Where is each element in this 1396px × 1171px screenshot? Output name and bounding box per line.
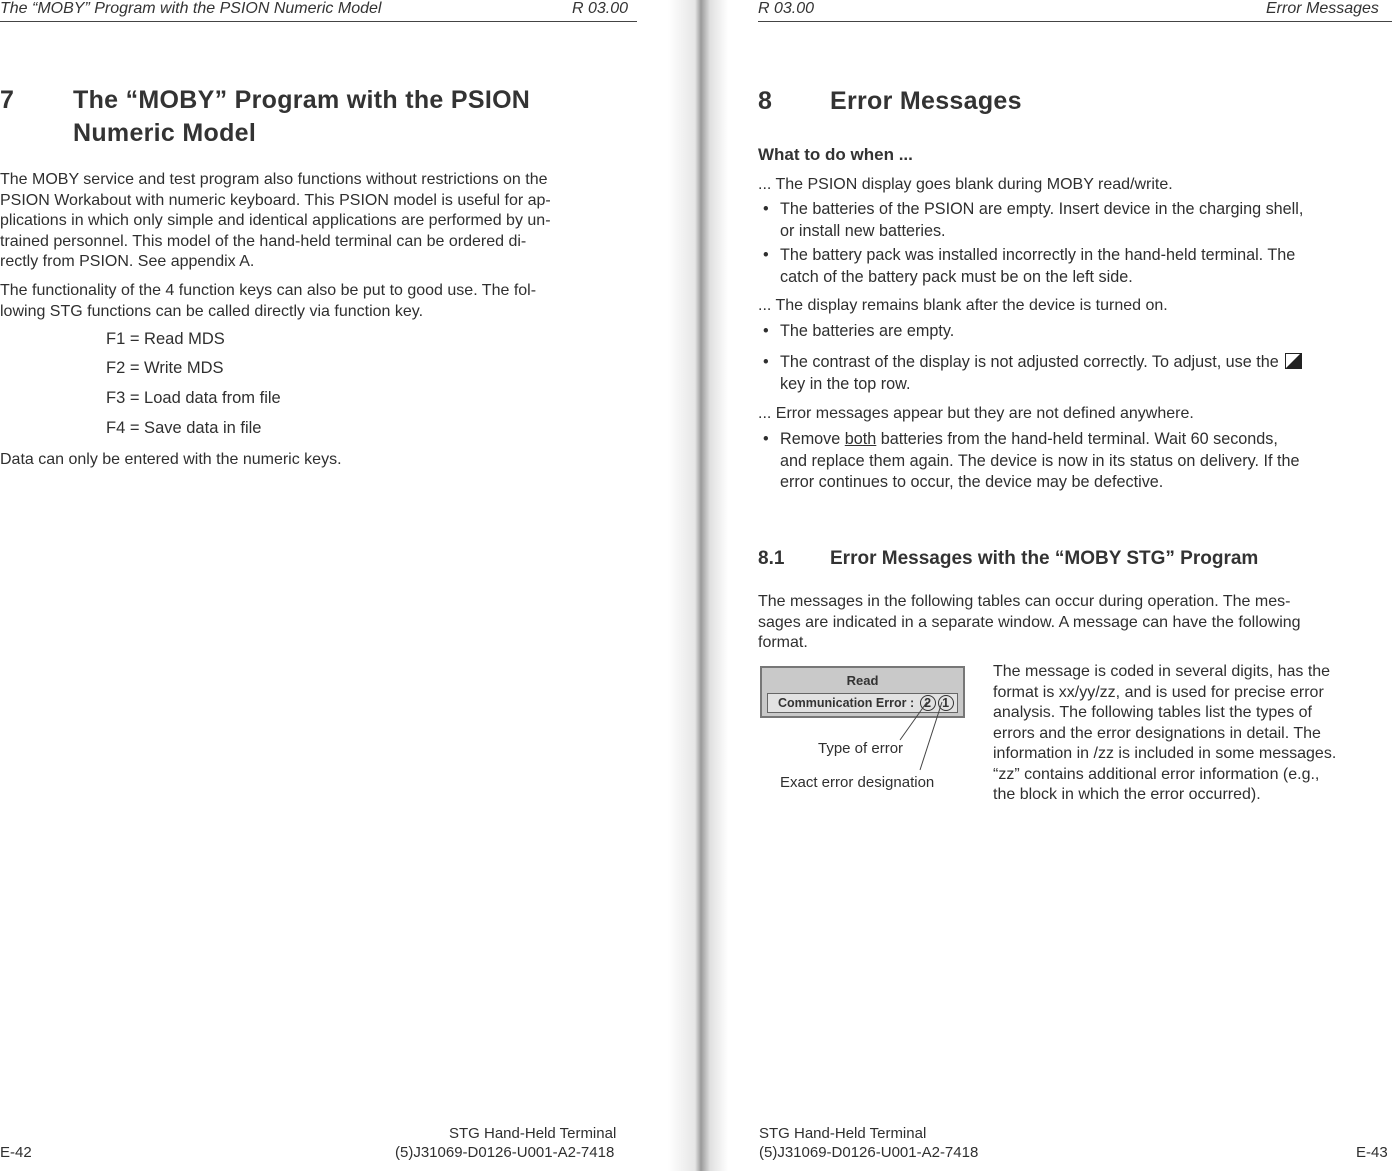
list-item [763,321,1380,343]
footer-document-id: (5)J31069-D0126-U001-A2-7418 [759,1144,979,1161]
emphasis-underlined: both [844,430,877,448]
dialog-title: Read [846,673,879,688]
text-line: format is xx/yy/zz, and is used for precise error [993,683,1324,701]
bullet-icon: • [763,246,769,264]
text-line: The MOBY service and test program also functions without restrictions on the [0,171,548,188]
numeric-keys-note: Data can only be entered with the numeric keys. [0,451,342,468]
text-line: trained personnel. This model of the hand-held terminal can be ordered di- [0,232,527,250]
section-number: 8.1 [758,548,785,569]
text-line: The battery pack was installed incorrectly in the hand-held terminal. The [780,246,1296,264]
page-number: E-42 [0,1144,32,1161]
case-1-text: ... The PSION display goes blank during MOBY read/write. [758,176,1173,193]
text-line: lowing STG functions can be called directly via function key. [0,302,424,320]
text-line: plications in which only simple and identical applications are performed by un- [0,212,551,229]
function-key-f3: F3 = Load data from file [106,389,281,407]
function-key-f4: F4 = Save data in file [106,419,262,437]
text-line: errors and the error designations in detail. The [993,724,1321,742]
text-line: “zz” contains additional error information (e.g., [993,765,1320,783]
footer-product: STG Hand-Held Terminal [759,1125,927,1142]
error-type-code: 2 [920,695,936,711]
left-page [0,0,690,1171]
text-line [780,352,1390,374]
text-line: The batteries of the PSION are empty. Insert device in the charging shell, [780,200,1304,218]
text-line: rectly from PSION. See appendix A. [0,253,255,270]
bullet-icon: • [763,200,769,218]
function-keys-paragraph [0,281,640,322]
footer-document-id: (5)J31069-D0126-U001-A2-7418 [395,1144,615,1161]
list-item [763,429,1390,494]
chapter-number: 8 [758,87,773,115]
text-line-segment: The contrast of the display is not adjusted correctly. To adjust, use the [780,353,1279,371]
text-line: format. [758,634,808,651]
text-line: error continues to occur, the device may be defective. [780,473,1164,491]
page-number: E-43 [1356,1144,1388,1161]
right-page [700,0,1396,1171]
dialog-message-text: Communication Error : [778,696,915,710]
bullet-icon: • [763,430,769,448]
running-header-revision: R 03.00 [572,0,629,17]
text-line: sages are indicated in a separate window. A message can have the following [758,613,1301,631]
running-header-revision: R 03.00 [758,0,815,17]
text-line: The message is coded in several digits, has the [993,663,1331,680]
list-item [763,352,1390,395]
chapter-number: 7 [0,86,15,114]
chapter-title-line-2: Numeric Model [73,119,257,147]
chapter-title: Error Messages [830,87,1022,115]
header-rule [0,21,637,22]
text-line [780,429,1390,451]
text-line-segment: Remove [780,430,845,448]
running-header-title: The “MOBY” Program with the PSION Numeric Model [0,0,382,17]
text-line: catch of the battery pack must be on the left side. [780,267,1133,286]
intro-paragraph [0,170,640,273]
message-format-description [993,662,1393,806]
text-line: and replace them again. The device is now in its status on delivery. If the [780,451,1300,470]
text-line: the block in which the error occurred). [993,786,1261,803]
text-line: PSION Workabout with numeric keyboard. This PSION model is useful for ap- [0,191,551,209]
header-rule [758,21,1392,22]
text-line: or install new batteries. [780,221,946,240]
text-line: The messages in the following tables can occur during operation. The mes- [758,593,1291,610]
text-line: The functionality of the 4 function keys can also be put to good use. The fol- [0,282,537,299]
bullet-icon: • [763,322,769,340]
text-line: information in /zz is included in some messages. [993,745,1337,762]
caption-type-of-error: Type of error [818,740,904,757]
section-paragraph [758,592,1388,654]
caption-exact-error-designation: Exact error designation [780,774,935,791]
text-line: analysis. The following tables list the types of [993,704,1312,721]
function-key-f2: F2 = Write MDS [106,359,224,377]
contrast-key-icon [1285,353,1302,369]
subheading: What to do when ... [758,145,913,164]
text-line: key in the top row. [780,374,911,393]
text-line: The batteries are empty. [780,322,955,340]
list-item [763,245,1380,288]
error-designation-code: 1 [938,695,954,711]
case-2-text: ... The display remains blank after the device is turned on. [758,297,1168,314]
chapter-title-line-1: The “MOBY” Program with the PSION [73,86,531,114]
list-item [763,199,1380,242]
case-3-text: ... Error messages appear but they are not defined anywhere. [758,405,1194,422]
function-key-f1: F1 = Read MDS [106,330,225,348]
text-line-segment: batteries from the hand-held terminal. Wait 60 seconds, [876,430,1278,448]
bullet-icon: • [763,353,769,371]
running-header-title: Error Messages [1266,0,1379,17]
section-title: Error Messages with the “MOBY STG” Program [830,548,1259,569]
footer-product: STG Hand-Held Terminal [449,1125,617,1142]
